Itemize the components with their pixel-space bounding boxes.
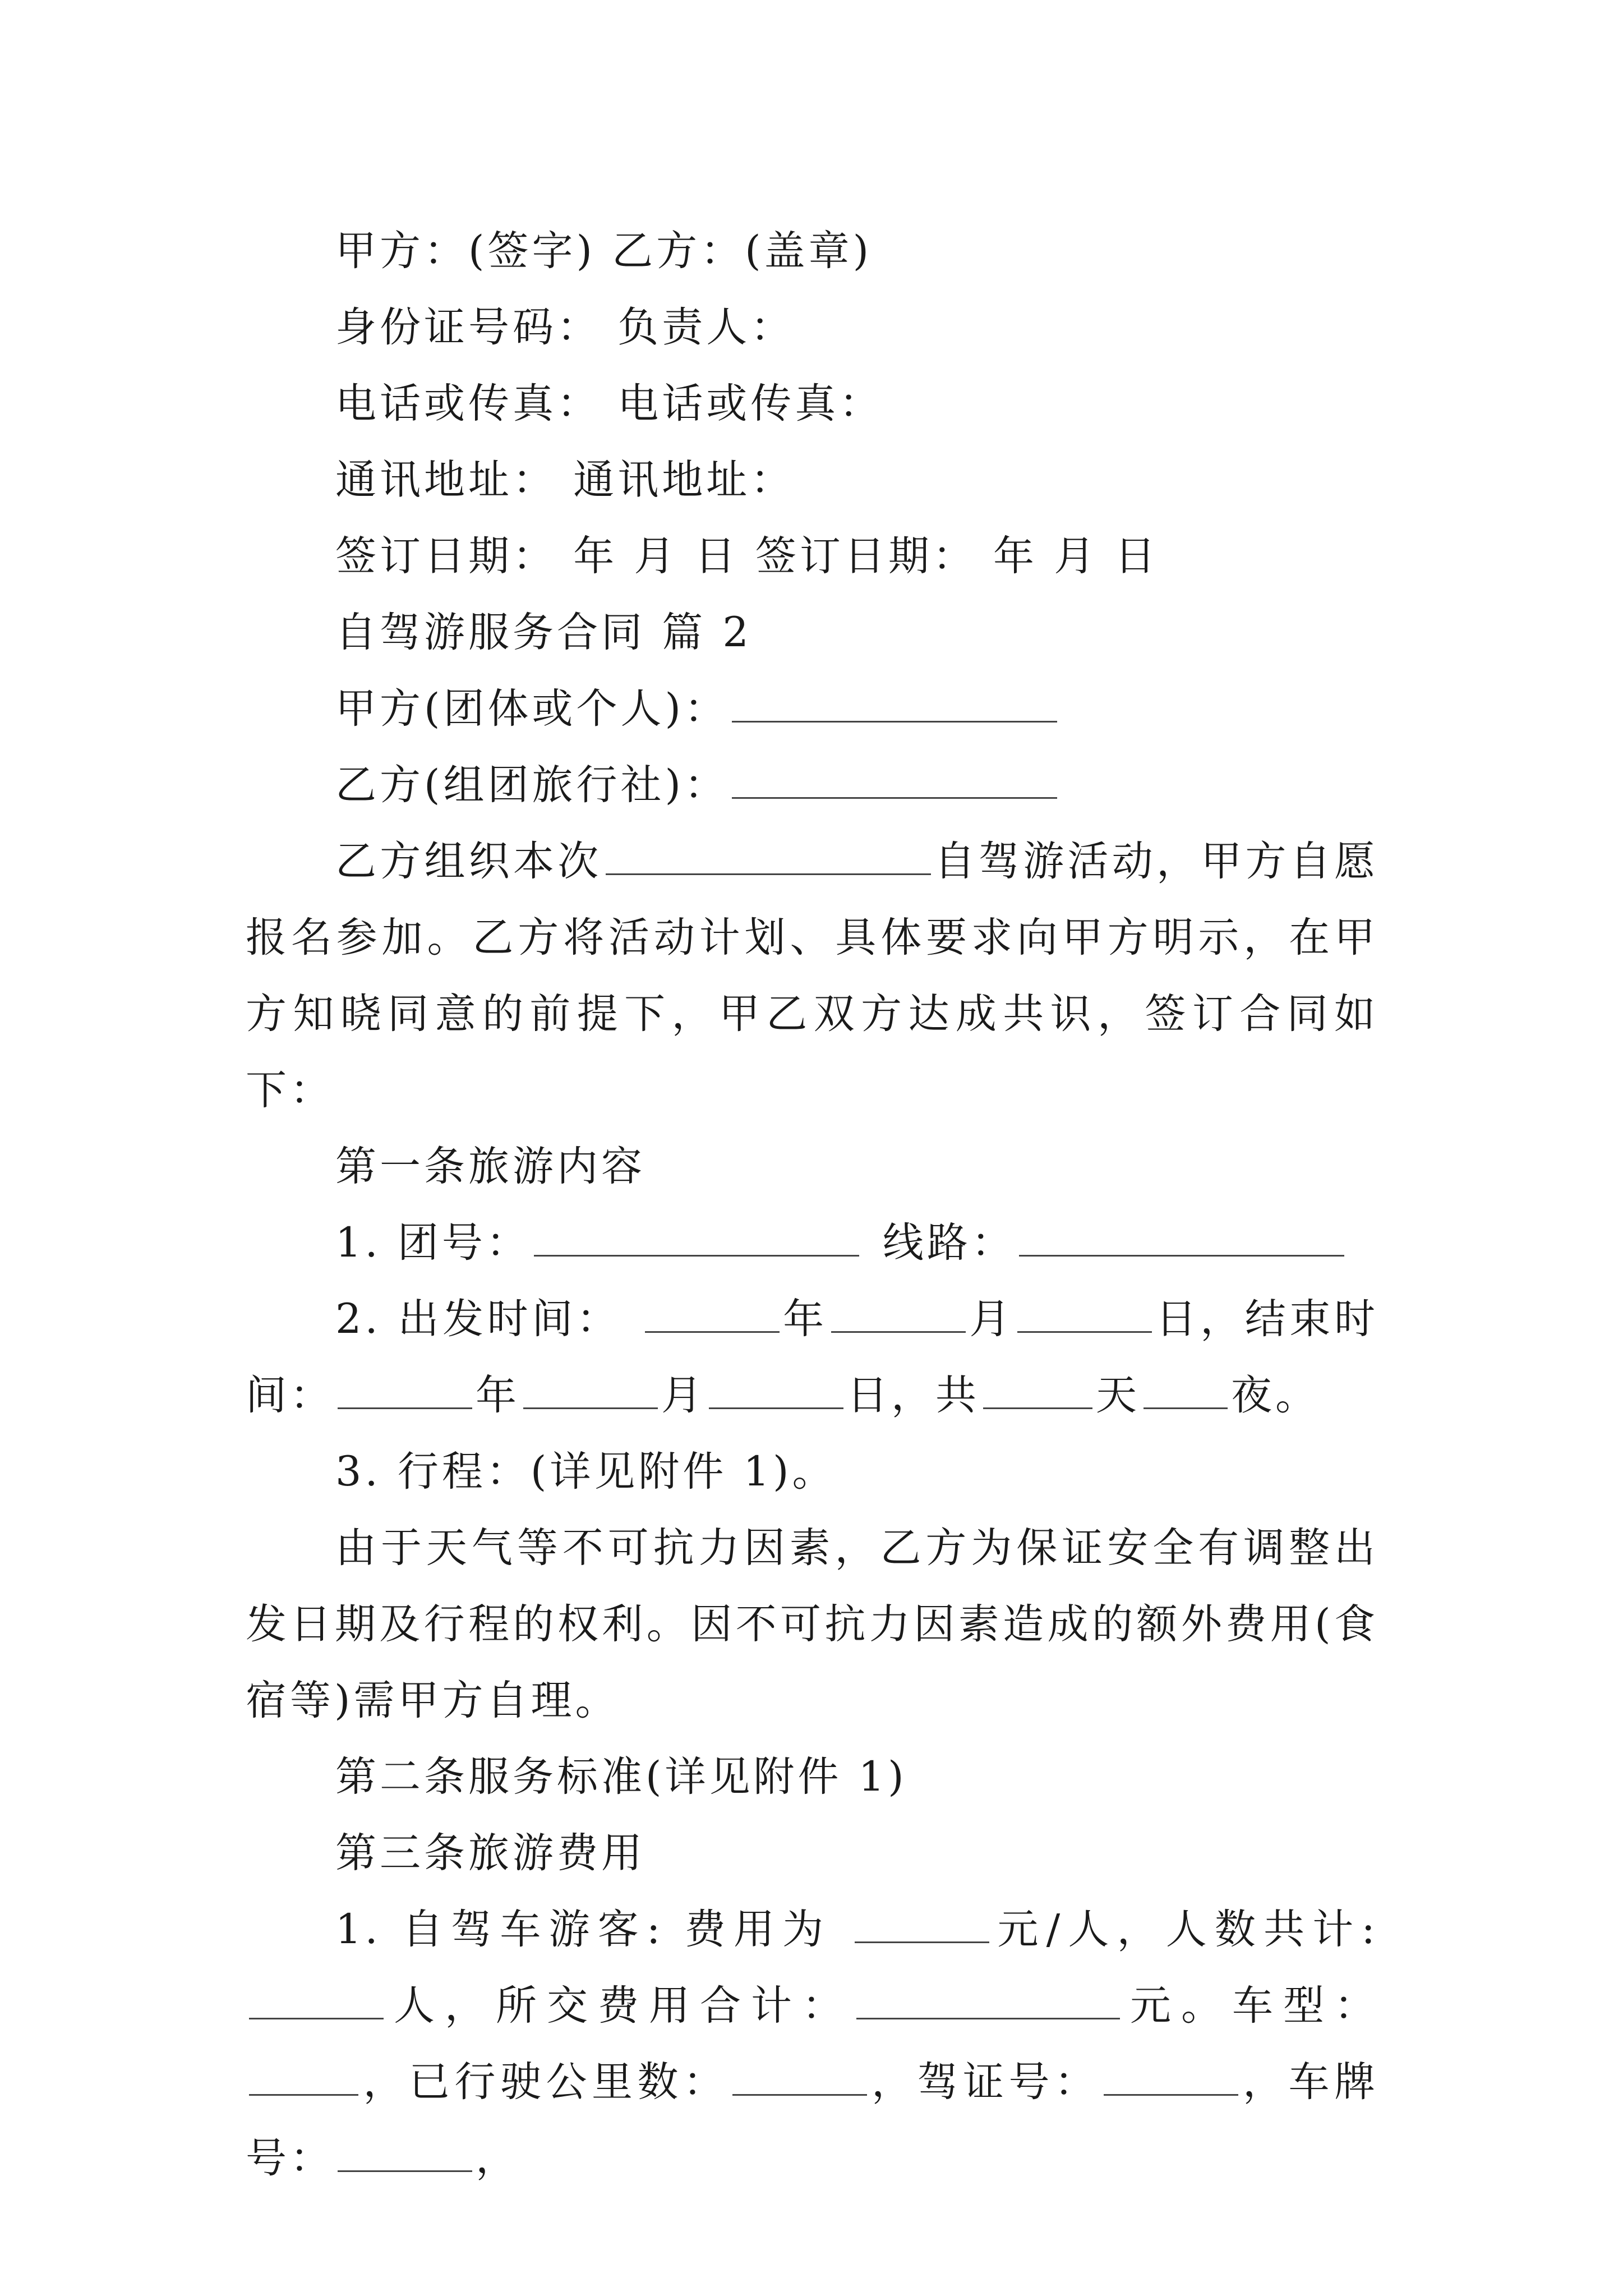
party-a-line [246,671,1378,747]
month-label-2: 月 [661,1372,706,1419]
fee-unit: 元/人，人数共计: [993,1906,1378,1953]
fee-paragraph [246,1892,1378,2197]
intro-paragraph [246,823,1378,1129]
party-b-label: 乙方(组团旅行社)： [335,761,728,809]
end-day-blank[interactable] [709,1364,843,1409]
signature-id-line: 身份证号码： 负责人： [335,303,795,351]
nights-label: 夜。 [1231,1372,1320,1419]
people-unit: 人，所交费用合计： [387,1982,853,2030]
mileage-blank[interactable] [732,2050,867,2096]
article-3-title: 第三条旅游费用 [335,1829,645,1877]
activity-name-blank[interactable] [606,830,931,875]
signature-address-line: 通讯地址： 通讯地址： [335,456,795,504]
nights-blank[interactable] [1144,1364,1228,1409]
document-body [246,213,1378,2197]
start-day-blank[interactable] [1017,1287,1152,1333]
signature-phone-line: 电话或传真： 电话或传真： [335,380,884,427]
people-count-blank[interactable] [249,1974,384,2019]
start-year-blank[interactable] [645,1287,780,1333]
route-blank[interactable] [1019,1211,1344,1257]
car-model-blank[interactable] [249,2050,358,2096]
intro-before: 乙方组织本次 [335,838,602,885]
plate-label: ，车牌号： [246,2058,1378,2182]
article-2-title: 第二条服务标准(详见附件 1) [335,1753,907,1801]
start-month-blank[interactable] [831,1287,966,1333]
trailing-comma: ， [476,2134,520,2182]
group-number-blank[interactable] [534,1211,859,1257]
days-label: 天 [1096,1372,1140,1419]
party-b-line [246,747,1378,823]
force-majeure-paragraph: 由于天气等不可抗力因素，乙方为保证安全有调整出发日期及行程的权利。因不可抗力因素造成的额外费用(食宿等)需甲方自理。 [246,1524,1378,1724]
license-blank[interactable] [1104,2050,1238,2096]
item-1-line [246,1205,1378,1281]
driven-label: ，已行驶公里数： [362,2058,729,2106]
item-2-paragraph [246,1281,1378,1434]
item-3-line: 3. 行程：(详见附件 1)。 [335,1448,837,1496]
total-unit: 元。车型： [1123,1982,1378,2030]
article-1-title: 第一条旅游内容 [335,1143,645,1190]
end-month-blank[interactable] [523,1364,658,1409]
days-blank[interactable] [983,1364,1092,1409]
plate-blank[interactable] [338,2127,472,2172]
end-year-blank[interactable] [338,1364,472,1409]
month-label: 月 [969,1295,1014,1343]
year-label-2: 年 [476,1372,520,1419]
total-label: 日，共 [847,1372,980,1419]
contract-heading: 自驾游服务合同 篇 2 [335,609,752,656]
group-number-label: 1. 团号： [335,1219,531,1267]
fee-per-person-blank[interactable] [855,1898,989,1943]
departure-label: 2. 出发时间： [335,1295,621,1343]
total-fee-blank[interactable] [856,1974,1120,2019]
route-label: 线路： [882,1219,1016,1267]
license-label: ，驾证号： [870,2058,1100,2106]
end-time-label: 日，结束时间： [246,1295,1378,1419]
signature-date-line: 签订日期： 年 月 日 签订日期： 年 月 日 [335,532,1159,580]
party-a-label: 甲方(团体或个人)： [335,685,728,733]
party-b-blank[interactable] [732,753,1057,799]
intro-after: 自驾游活动，甲方自愿报名参加。乙方将活动计划、具体要求向甲方明示，在甲方知晓同意的前提下，甲乙双方达成共识，签订合同如下： [246,838,1378,1114]
signature-parties-line: 甲方：(签字) 乙方：(盖章) [335,227,873,275]
fee-label: 1. 自驾车游客: 费用为 [335,1906,832,1953]
party-a-blank[interactable] [732,677,1057,723]
year-label: 年 [782,1295,828,1343]
